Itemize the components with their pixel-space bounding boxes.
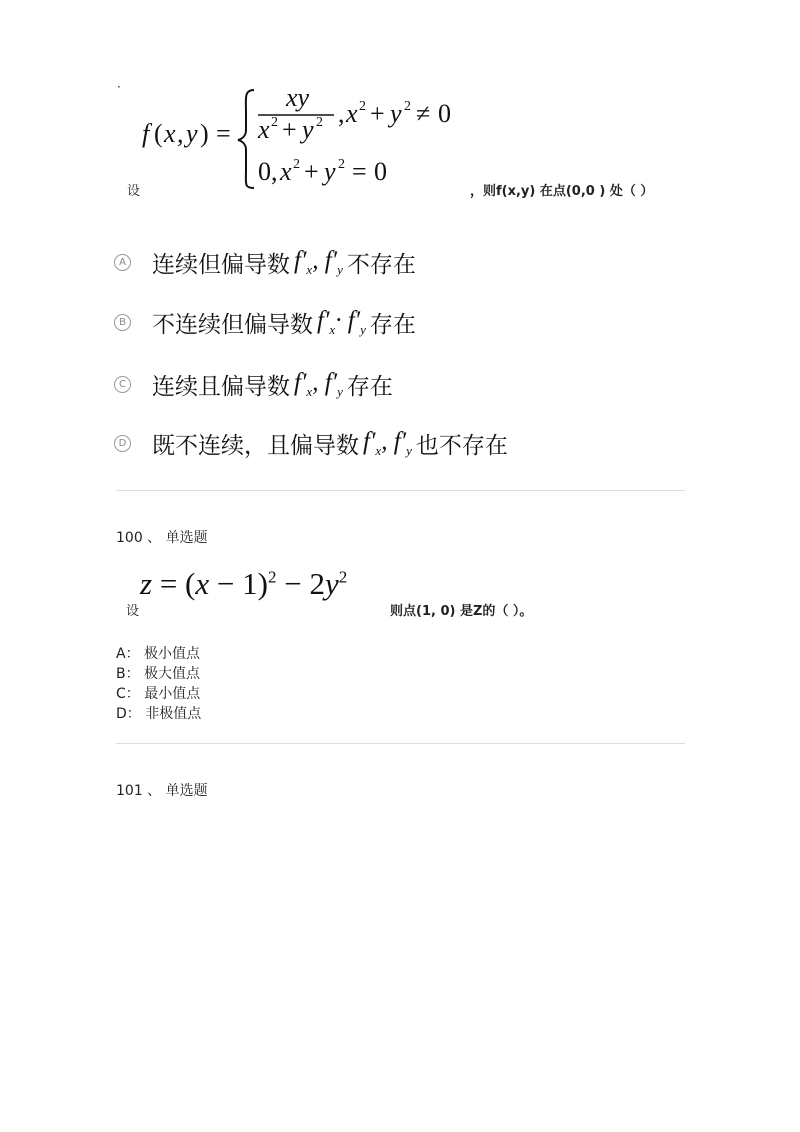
svg-text:2: 2 bbox=[293, 157, 300, 172]
option-letter-badge: D bbox=[114, 435, 131, 452]
divider bbox=[116, 743, 685, 744]
option-c[interactable] bbox=[114, 364, 393, 404]
svg-text:2: 2 bbox=[359, 99, 366, 114]
option-a[interactable] bbox=[114, 242, 416, 282]
svg-text:+: + bbox=[304, 157, 319, 186]
option-text: 存在 bbox=[369, 311, 416, 338]
svg-text:,: , bbox=[338, 99, 345, 128]
option-text: 不连续但偏导数 bbox=[152, 311, 313, 338]
svg-text:=: = bbox=[352, 157, 367, 186]
svg-text:xy: xy bbox=[286, 84, 310, 112]
piecewise-function-formula bbox=[142, 84, 482, 194]
option-text: 连续且偏导数 bbox=[152, 373, 290, 400]
option-text: 不存在 bbox=[346, 251, 416, 278]
svg-text:y: y bbox=[302, 115, 314, 144]
question-prefix: 设 bbox=[127, 184, 141, 199]
svg-text:f: f bbox=[142, 119, 150, 148]
partial-derivatives-formula: $f'_x$, $f'_y$ bbox=[363, 427, 412, 458]
option-a[interactable]: A： 极小值点 bbox=[116, 646, 201, 662]
partial-derivatives-formula: $f'_x\cdot f'_y$ bbox=[317, 306, 366, 337]
option-d[interactable] bbox=[114, 423, 508, 463]
option-b[interactable] bbox=[114, 302, 416, 342]
svg-text:x: x bbox=[258, 115, 270, 144]
option-d[interactable]: D： 非极值点 bbox=[116, 706, 202, 722]
svg-text:2: 2 bbox=[316, 115, 323, 130]
svg-text:2: 2 bbox=[338, 157, 345, 172]
svg-text:y: y bbox=[186, 119, 198, 148]
svg-text:(: ( bbox=[154, 119, 163, 148]
option-text: 也不存在 bbox=[415, 432, 508, 459]
svg-text:2: 2 bbox=[404, 99, 411, 114]
option-letter-badge: A bbox=[114, 254, 131, 271]
option-c[interactable]: C： 最小值点 bbox=[116, 686, 201, 702]
question-header: 101 、 单选题 bbox=[116, 783, 208, 799]
svg-text:+: + bbox=[370, 99, 385, 128]
option-text: 存在 bbox=[346, 373, 393, 400]
svg-text:x: x bbox=[346, 99, 358, 128]
svg-text:=: = bbox=[216, 119, 231, 148]
svg-text:0: 0 bbox=[374, 157, 387, 186]
svg-text:0,: 0, bbox=[258, 157, 278, 186]
function-formula: $z = (x - 1)^2 - 2y^2$ bbox=[140, 566, 348, 601]
svg-text:≠: ≠ bbox=[416, 99, 431, 128]
svg-text:x: x bbox=[164, 119, 176, 148]
svg-text:,: , bbox=[177, 119, 184, 148]
svg-text:+: + bbox=[282, 115, 297, 144]
option-text: 连续但偏导数 bbox=[152, 251, 290, 278]
partial-derivatives-formula: $f'_x$, $f'_y$ bbox=[294, 246, 343, 277]
svg-text:y: y bbox=[390, 99, 402, 128]
svg-text:): ) bbox=[200, 119, 209, 148]
svg-text:0: 0 bbox=[438, 99, 451, 128]
svg-text:x: x bbox=[280, 157, 292, 186]
option-letter-badge: B bbox=[114, 314, 131, 331]
option-letter-badge: C bbox=[114, 376, 131, 393]
partial-derivatives-formula: $f'_x$, $f'_y$ bbox=[294, 368, 343, 399]
option-b[interactable]: B： 极大值点 bbox=[116, 666, 201, 682]
question-suffix: 则点(1, 0) 是Z的（ ）。 bbox=[390, 604, 533, 619]
question-header: 100 、 单选题 bbox=[116, 530, 208, 546]
question-prefix: 设 bbox=[126, 604, 140, 619]
stray-dot: · bbox=[117, 80, 121, 94]
option-text: 既不连续，且偏导数 bbox=[152, 432, 359, 459]
svg-text:2: 2 bbox=[271, 115, 278, 130]
divider bbox=[116, 490, 685, 491]
svg-text:y: y bbox=[324, 157, 336, 186]
question-suffix: ，则f(x,y) 在点(0,0 ) 处（ ） bbox=[470, 184, 654, 199]
